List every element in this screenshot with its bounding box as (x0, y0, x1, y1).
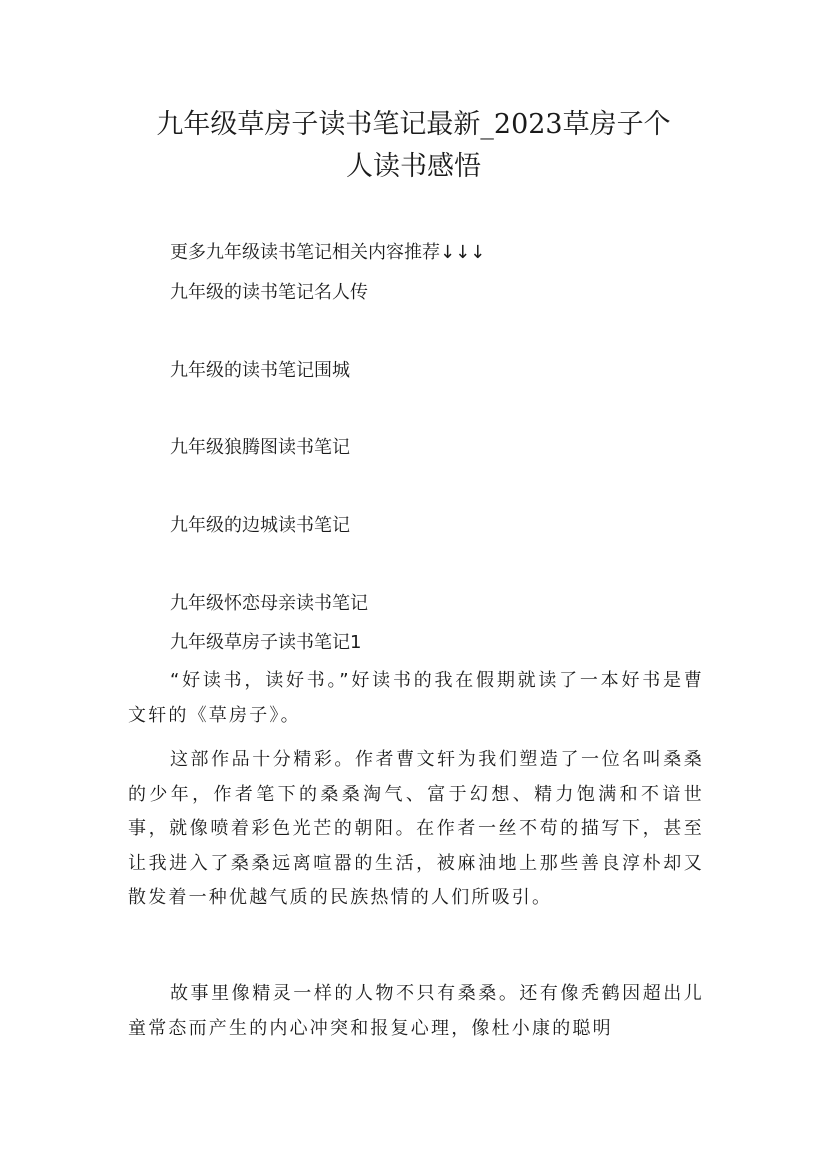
section-heading: 九年级草房子读书笔记1 (170, 632, 362, 653)
document-title-line-1: 九年级草房子读书笔记最新_2023草房子个 (156, 109, 671, 140)
body-paragraph-3: 故事里像精灵一样的人物不只有桑桑。还有像秃鹤因超出儿童常态而产生的内心冲突和报复心理，像杜小康的聪明 (128, 983, 704, 1039)
recommend-link-4[interactable]: 九年级的边城读书笔记 (170, 515, 350, 536)
recommend-link-5[interactable]: 九年级怀恋母亲读书笔记 (170, 593, 368, 614)
recommend-link-3[interactable]: 九年级狼腾图读书笔记 (170, 437, 350, 458)
recommend-link-2[interactable]: 九年级的读书笔记围城 (170, 360, 350, 381)
document-title-line-2: 人读书感悟 (346, 151, 481, 182)
body-paragraph-2: 这部作品十分精彩。作者曹文轩为我们塑造了一位名叫桑桑的少年，作者笔下的桑桑淘气、富于幻想、精力饱满和不谙世事，就像喷着彩色光芒的朝阳。在作者一丝不苟的描写下，甚至让我进入了桑桑远离喧嚣的生活，被麻油地上那些善良淳朴却又散发着一种优越气质的民族热情的人们所吸引。 (128, 749, 704, 908)
recommend-link-1[interactable]: 九年级的读书笔记名人传 (170, 282, 368, 303)
body-paragraph-1: “好读书，读好书。”好读书的我在假期就读了一本好书是曹文轩的《草房子》。 (128, 670, 704, 726)
recommend-heading: 更多九年级读书笔记相关内容推荐↓↓↓ (170, 242, 486, 263)
